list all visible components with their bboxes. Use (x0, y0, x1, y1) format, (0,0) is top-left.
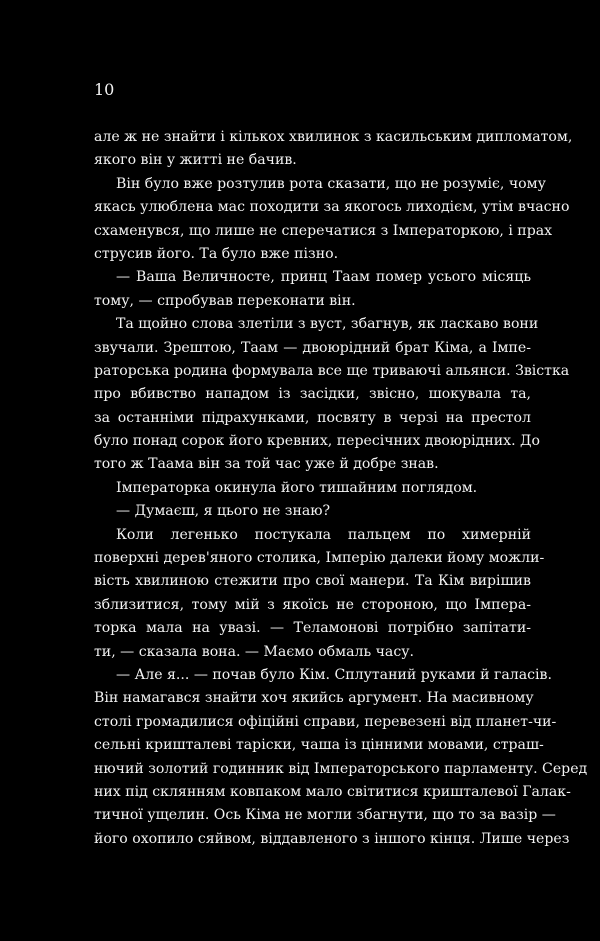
text-line: але ж не знайти і кількох хвилинок з касильським дипломатом, (94, 129, 573, 145)
text-line: схаменувся, що лише не сперечатися з Імператоркою, і прах (94, 222, 553, 239)
text-line: вість хвилиною стежити про свої манери. Та Кім вирішив (94, 573, 531, 590)
text-line: про вбивство нападом із засідки, звісно, шокувала та, (94, 386, 531, 403)
text-line: Та щойно слова злетіли з вуст, збагнув, як ласкаво вони (116, 316, 539, 333)
text-line: поверхні дерев'яного столика, Імперію далеки йому можли- (94, 550, 545, 567)
text-line: тичної ущелин. Ось Кіма не могли збагнути, що то за вазір — (94, 807, 556, 824)
text-line: за останніми підрахунками, посвяту в черзі на престол (94, 409, 531, 426)
text-line: зблизитися, тому мій з якоїсь не стороною, що Імпера- (94, 596, 531, 613)
text-line: якого він у житті не бачив. (94, 152, 297, 169)
text-line: якась улюблена мас походити за якогось лиходієм, утім вчасно (94, 199, 570, 216)
text-line: Імператорка окинула його тишайним поглядом. (116, 479, 478, 496)
text-line: нючий золотий годинник від Імператорського парламенту. Серед (94, 760, 588, 777)
page-number: 10 (94, 80, 115, 99)
text-line: Він було вже розтулив рота сказати, що не розуміє, чому (116, 175, 546, 192)
text-line: тому, — спробував переконати він. (94, 292, 356, 309)
text-line: столі громадилися офіційні справи, перевезені від планет-чи- (94, 713, 557, 730)
text-line: його охопило сяйвом, віддавленого з іншого кінця. Лише через (94, 830, 570, 847)
text-line: раторська родина формувала все ще триваючі альянси. Звістка (94, 362, 570, 379)
text-line: ти, — сказала вона. — Маємо обмаль часу. (94, 643, 414, 660)
text-line: Коли легенько постукала пальцем по химерній (116, 526, 531, 543)
text-line: — Ваша Величносте, принц Таам помер усього місяць (116, 269, 531, 286)
text-line: — Думаєш, я цього не знаю? (116, 503, 331, 520)
text-line: торка мала на увазі. — Теламонові потрібно запітати- (94, 620, 531, 637)
text-line: сельні кришталеві таріски, чаша із цінними мовами, страш- (94, 737, 544, 754)
text-line: того ж Таама він за той час уже й добре знав. (94, 456, 439, 473)
text-line: звучали. Зрештою, Таам — двоюрідний брат Кіма, а Імпе- (94, 339, 531, 356)
body-text (94, 126, 588, 851)
text-line: них під склянням ковпаком мало світитися кришталевої Галак- (94, 783, 571, 800)
text-line: — Але я... — почав було Кім. Сплутаний руками й галасів. (116, 666, 552, 683)
text-line: було понад сорок його кревних, пересічних двоюрідних. До (94, 433, 540, 450)
text-line: струсив його. Та було вже пізно. (94, 245, 339, 262)
text-line: Він намагався знайти хоч якийсь аргумент. На масивному (94, 690, 534, 707)
